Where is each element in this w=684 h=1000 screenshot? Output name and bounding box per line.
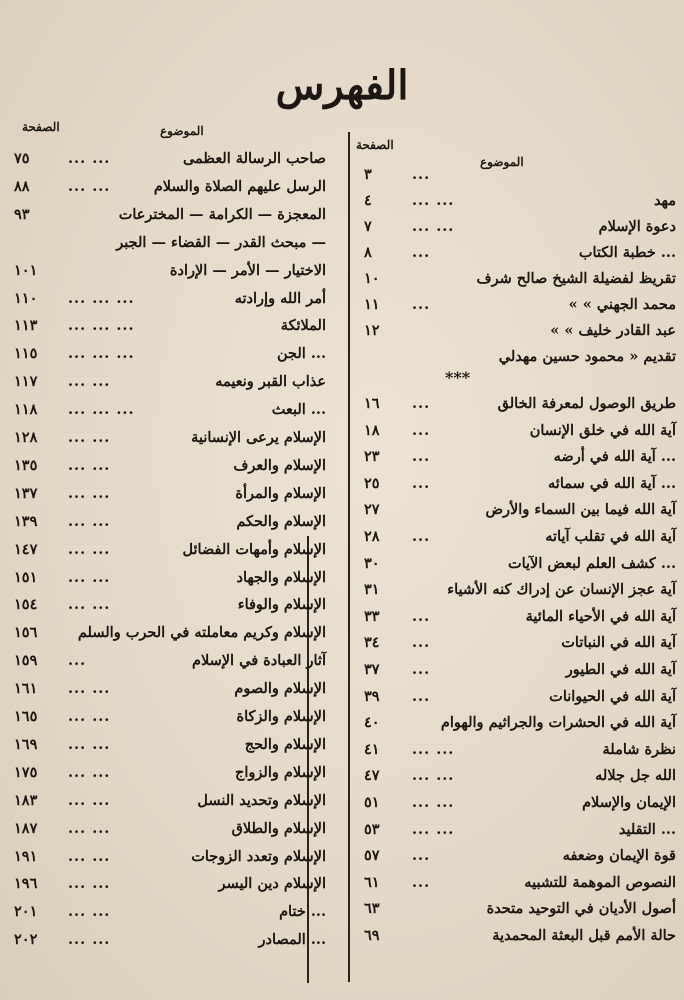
- entry-page-number: ٨: [364, 244, 372, 261]
- entry-leader-dots: ... ...: [412, 218, 455, 235]
- entry-topic: الإسلام والوفاء: [237, 596, 326, 614]
- entry-page-number: ٤٠: [364, 714, 380, 732]
- entry-topic: تقديم « محمود حسين مهدلي: [498, 348, 676, 365]
- index-entry: [6, 454, 326, 478]
- entry-topic: قوة الإيمان وضعفه: [562, 847, 676, 865]
- index-entry: [352, 498, 676, 522]
- entry-topic: آية الله في خلق الإنسان: [529, 421, 676, 439]
- entry-page-number: ١٧٥: [14, 763, 38, 781]
- entry-topic: آية عجز الإنسان عن إدراك كنه الأشياء: [447, 581, 676, 599]
- entry-topic: مبحث القدر — القضاء — الجبر —: [116, 233, 326, 251]
- entry-page-number: ١٣٩: [14, 512, 38, 530]
- entry-page-number: ٦٩: [364, 927, 380, 944]
- entry-leader-dots: ... ...: [68, 484, 111, 502]
- entry-leader-dots: ... ...: [68, 847, 111, 865]
- entry-leader-dots: ... ...: [68, 875, 111, 893]
- index-entry: [6, 677, 326, 701]
- entry-leader-dots: ... ...: [68, 819, 111, 837]
- index-entry: [6, 538, 326, 562]
- entry-topic: عذاب القبر ونعيمه: [215, 373, 326, 391]
- entry-leader-dots: ... ...: [412, 794, 455, 811]
- entry-leader-dots: ... ...: [412, 820, 455, 838]
- index-entry: [6, 175, 326, 199]
- entry-topic: آية الله في الحيوانات: [549, 687, 676, 705]
- entry-topic: آية الله في تقلب آياته: [545, 528, 676, 545]
- entry-topic: الاختيار — الأمر — الإرادة: [169, 261, 326, 279]
- index-entry: [352, 791, 676, 815]
- entry-page-number: ١٦١: [14, 680, 38, 698]
- entry-page-number: ٦١: [364, 873, 380, 891]
- entry-leader-dots: ... ... ...: [68, 345, 135, 363]
- entry-topic: الإسلام والزواج: [235, 763, 326, 781]
- entry-topic: الرسل عليهم الصلاة والسلام: [153, 177, 326, 195]
- entry-page-number: ١٣٥: [14, 456, 38, 474]
- index-entry: [352, 552, 676, 576]
- entry-topic: التقليد ...: [618, 820, 676, 838]
- entry-page-number: ١٦: [364, 395, 380, 412]
- entry-page-number: ١٠: [364, 270, 380, 287]
- entry-leader-dots: ... ...: [68, 456, 111, 474]
- entry-leader-dots: ...: [412, 873, 431, 891]
- entry-topic: الإسلام وتعدد الزوجات: [191, 847, 326, 865]
- entry-topic: آية الله في أرضه ...: [553, 448, 676, 466]
- entry-leader-dots: ... ...: [412, 192, 455, 209]
- entry-leader-dots: ... ...: [68, 903, 111, 921]
- index-entry: [352, 267, 676, 291]
- index-entry: [352, 392, 676, 416]
- entry-leader-dots: ...: [412, 296, 431, 313]
- index-entry: [352, 871, 676, 895]
- entry-topic: الإسلام والطلاق: [231, 819, 326, 837]
- entry-leader-dots: ...: [412, 607, 431, 625]
- entry-page-number: ٩٣: [14, 205, 30, 223]
- entry-leader-dots: ... ... ...: [68, 317, 135, 335]
- entry-leader-dots: ...: [412, 395, 431, 412]
- entry-leader-dots: ... ...: [68, 708, 111, 725]
- entry-page-number: ٣٣: [364, 607, 380, 625]
- entry-topic: مهد: [653, 192, 676, 209]
- index-entry: [6, 900, 326, 924]
- index-entry: [352, 924, 676, 948]
- index-entry: [6, 398, 326, 422]
- entry-page-number: ١٩١: [14, 847, 38, 865]
- page-title: الفهرس: [275, 62, 409, 109]
- entry-topic: الإسلام والحج: [244, 735, 326, 753]
- index-entry: [352, 215, 676, 239]
- entry-page-number: ١١٠: [14, 289, 38, 307]
- entry-leader-dots: ...: [412, 166, 431, 183]
- entry-page-number: ١١٨: [14, 401, 38, 419]
- index-entry: [6, 621, 326, 645]
- entry-page-number: ١٥١: [14, 568, 38, 586]
- entry-leader-dots: ... ...: [68, 680, 111, 698]
- index-entry: [352, 241, 676, 265]
- entry-leader-dots: ... ...: [68, 568, 111, 586]
- entry-topic: الملائكة: [280, 317, 326, 335]
- index-entry: [352, 711, 676, 735]
- entry-page-number: ١١٥: [14, 345, 38, 363]
- index-entry: [352, 293, 676, 317]
- index-entry: [6, 370, 326, 394]
- entry-topic: طريق الوصول لمعرفة الخالق: [497, 395, 676, 412]
- entry-topic: آية الله في الحشرات والجراثيم والهوام: [440, 714, 676, 732]
- entry-topic: دعوة الإسلام: [598, 218, 676, 235]
- index-entry: [352, 163, 676, 187]
- entry-leader-dots: ...: [412, 847, 431, 865]
- entry-page-number: ٤: [364, 192, 372, 209]
- index-entry: [6, 426, 326, 450]
- entry-topic: الإسلام والعرف: [233, 456, 326, 474]
- entry-topic: الإسلام والجهاد: [236, 568, 326, 586]
- entry-page-number: ٣٧: [364, 661, 380, 678]
- entry-leader-dots: ... ... ...: [68, 401, 135, 419]
- index-entry: [6, 649, 326, 673]
- entry-topic: الإسلام والزكاة: [236, 708, 326, 725]
- index-entry: [352, 445, 676, 469]
- entry-page-number: ١١٣: [14, 317, 38, 335]
- index-entry: [352, 419, 676, 443]
- index-entry: [352, 605, 676, 629]
- entry-leader-dots: ...: [412, 474, 431, 492]
- entry-page-number: ١٦٥: [14, 708, 38, 725]
- entry-topic: آية الله في الطيور: [565, 661, 676, 678]
- entry-page-number: ٢٠٢: [14, 931, 38, 949]
- index-entry: [6, 593, 326, 617]
- index-entry: [6, 259, 326, 283]
- entry-topic: آية الله في النباتات: [561, 634, 676, 652]
- entry-topic: الإسلام والحكم: [236, 512, 326, 530]
- index-entry: [352, 525, 676, 549]
- entry-topic: الإسلام يرعى الإنسانية: [191, 429, 326, 446]
- index-entry: [6, 314, 326, 338]
- entry-page-number: ١٩٦: [14, 875, 38, 893]
- right-column-divider: [348, 132, 350, 982]
- index-entry: [6, 566, 326, 590]
- index-entry: [6, 203, 326, 227]
- entry-leader-dots: ...: [412, 528, 431, 545]
- entry-topic: كشف العلم لبعض الآيات ...: [507, 554, 676, 572]
- left-header-page: الصفحة: [22, 120, 60, 134]
- entry-topic: البعث ...: [271, 401, 326, 419]
- entry-topic: النصوص الموهمة للتشبيه: [524, 873, 676, 891]
- entry-topic: ختام ...: [279, 903, 326, 921]
- entry-topic: الإيمان والإسلام: [582, 794, 676, 811]
- index-entry: [6, 287, 326, 311]
- entry-page-number: ١٥٩: [14, 652, 38, 670]
- entry-leader-dots: ... ...: [68, 596, 111, 614]
- entry-page-number: ١٨٣: [14, 791, 38, 809]
- index-entry: [352, 897, 676, 921]
- index-entry: [352, 631, 676, 655]
- index-entry: [352, 578, 676, 602]
- right-header-page: الصفحة: [356, 138, 394, 152]
- index-entry: [6, 928, 326, 952]
- entry-page-number: ١٨٧: [14, 819, 38, 837]
- entry-leader-dots: ...: [412, 244, 431, 261]
- entry-leader-dots: ...: [412, 421, 431, 439]
- entry-page-number: ٦٣: [364, 900, 380, 918]
- index-entry: [6, 817, 326, 841]
- entry-topic: الإسلام وأمهات الفضائل: [182, 540, 326, 558]
- index-entry: [6, 872, 326, 896]
- index-entry: [352, 319, 676, 343]
- entry-leader-dots: ... ... ...: [68, 289, 135, 307]
- entry-topic: آثار العبادة في الإسلام: [191, 652, 326, 670]
- index-entry: [6, 510, 326, 534]
- left-header-topic: الموضوع: [160, 124, 204, 138]
- entry-page-number: ١٠١: [14, 261, 38, 279]
- entry-topic: آية الله في سمائه ...: [548, 474, 676, 492]
- index-entry: [6, 733, 326, 757]
- entry-topic: « « محمد الجهني: [568, 296, 676, 313]
- index-entry: [6, 845, 326, 869]
- entry-page-number: ٢٠١: [14, 903, 38, 921]
- entry-page-number: ٣٤: [364, 634, 380, 652]
- entry-page-number: ٨٨: [14, 177, 30, 195]
- entry-leader-dots: ... ...: [68, 931, 111, 949]
- entry-topic: آية الله فيما بين السماء والأرض: [485, 501, 676, 519]
- entry-leader-dots: ... ...: [68, 429, 111, 446]
- entry-topic: حالة الأمم قبل البعثة المحمدية: [492, 927, 676, 944]
- entry-page-number: ٥٣: [364, 820, 380, 838]
- index-entry: [352, 685, 676, 709]
- entry-page-number: ٧: [364, 218, 372, 235]
- entry-topic: الإسلام دين اليسر: [218, 875, 326, 893]
- entry-leader-dots: ... ...: [68, 150, 111, 167]
- entry-topic: الله جل جلاله: [595, 767, 676, 785]
- index-entry: [6, 705, 326, 729]
- index-entry: [6, 789, 326, 813]
- section-separator: ***: [445, 368, 471, 387]
- entry-topic: المعجزة — الكرامة — المخترعات: [118, 205, 326, 223]
- entry-leader-dots: ... ...: [68, 177, 111, 195]
- entry-page-number: ١٥٦: [14, 624, 38, 642]
- entry-topic: الإسلام وتحديد النسل: [197, 791, 326, 809]
- entry-page-number: ١٣٧: [14, 484, 38, 502]
- entry-topic: « « عبد القادر خليف: [550, 322, 676, 339]
- entry-page-number: ١٦٩: [14, 735, 38, 753]
- entry-leader-dots: ... ...: [68, 373, 111, 391]
- entry-leader-dots: ...: [412, 687, 431, 705]
- entry-topic: نظرة شاملة: [602, 740, 676, 758]
- index-entry: [6, 482, 326, 506]
- entry-leader-dots: ... ...: [68, 763, 111, 781]
- index-entry: [352, 764, 676, 788]
- entry-topic: المصادر ...: [258, 931, 326, 949]
- entry-topic: صاحب الرسالة العظمى: [182, 150, 326, 167]
- entry-leader-dots: ... ...: [68, 791, 111, 809]
- right-header-topic: الموضوع: [480, 155, 524, 169]
- entry-leader-dots: ...: [412, 448, 431, 466]
- entry-topic: الإسلام والصوم: [234, 680, 326, 698]
- entry-page-number: ٢٨: [364, 528, 380, 545]
- entry-topic: أصول الأديان في التوحيد متحدة: [486, 900, 676, 918]
- index-entry: [352, 844, 676, 868]
- index-entry: [352, 189, 676, 213]
- entry-page-number: ١٢٨: [14, 429, 38, 446]
- index-entry: [352, 658, 676, 682]
- index-entry: [352, 818, 676, 842]
- entry-leader-dots: ...: [412, 661, 431, 678]
- entry-page-number: ١١٧: [14, 373, 38, 391]
- entry-page-number: ١٢: [364, 322, 380, 339]
- entry-page-number: ١٤٧: [14, 540, 38, 558]
- entry-leader-dots: ...: [412, 634, 431, 652]
- index-entry: [352, 472, 676, 496]
- entry-page-number: ٣٠: [364, 554, 380, 572]
- entry-topic: الإسلام وكريم معاملته في الحرب والسلم: [77, 624, 326, 642]
- entry-page-number: ١٨: [364, 421, 380, 439]
- entry-page-number: ٥١: [364, 794, 380, 811]
- entry-page-number: ٢٧: [364, 501, 380, 519]
- entry-leader-dots: ...: [68, 652, 87, 670]
- entry-topic: آية الله في الأحياء المائية: [525, 607, 676, 625]
- entry-topic: خطبة الكتاب ...: [578, 244, 676, 261]
- entry-leader-dots: ... ...: [412, 767, 455, 785]
- entry-page-number: ٢٣: [364, 448, 380, 466]
- entry-leader-dots: ... ...: [68, 735, 111, 753]
- entry-topic: تقريظ لفضيلة الشيخ صالح شرف: [476, 270, 676, 287]
- entry-page-number: ٤١: [364, 740, 380, 758]
- index-entry: [6, 231, 326, 255]
- entry-page-number: ١١: [364, 296, 380, 313]
- index-entry: [352, 345, 676, 369]
- index-entry: [352, 738, 676, 762]
- entry-page-number: ١٥٤: [14, 596, 38, 614]
- index-entry: [6, 761, 326, 785]
- entry-page-number: ٤٧: [364, 767, 380, 785]
- entry-page-number: ٧٥: [14, 150, 30, 167]
- entry-topic: الجن ...: [276, 345, 326, 363]
- index-entry: [6, 342, 326, 366]
- entry-leader-dots: ... ...: [68, 512, 111, 530]
- entry-topic: أمر الله وإرادته: [234, 289, 326, 307]
- index-entry: [6, 147, 326, 171]
- entry-page-number: ٣: [364, 166, 372, 183]
- entry-leader-dots: ... ...: [68, 540, 111, 558]
- entry-topic: الإسلام والمرأة: [235, 484, 326, 502]
- entry-page-number: ٢٥: [364, 474, 380, 492]
- entry-page-number: ٥٧: [364, 847, 380, 865]
- entry-page-number: ٣٩: [364, 687, 380, 705]
- entry-leader-dots: ... ...: [412, 740, 455, 758]
- entry-page-number: ٣١: [364, 581, 380, 599]
